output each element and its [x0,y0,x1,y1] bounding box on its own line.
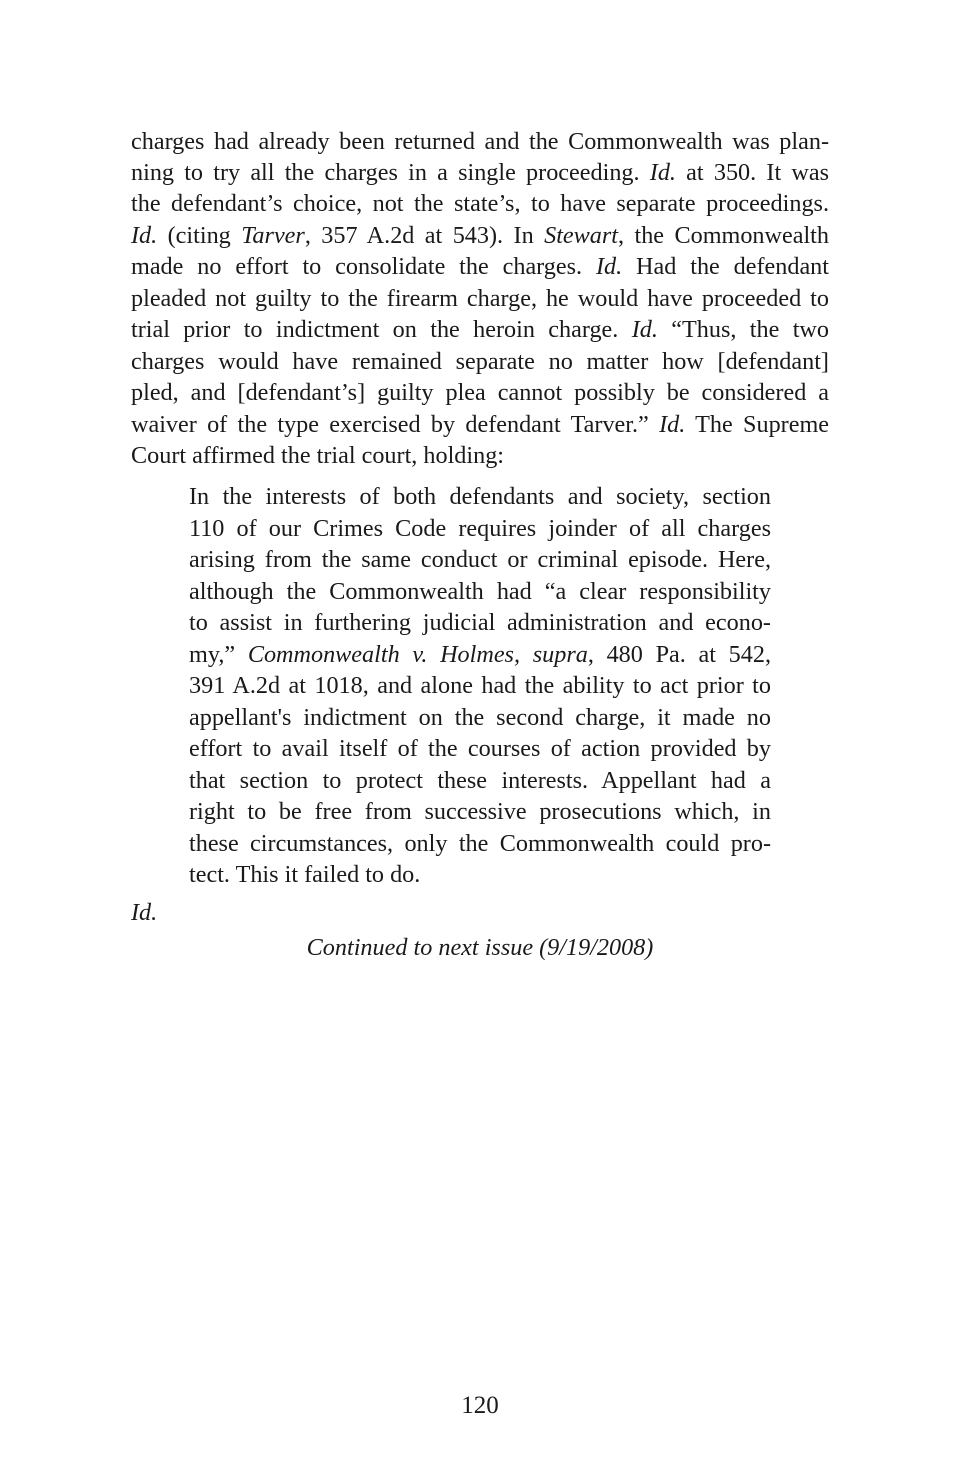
quote-line: that section to protect these interests. Appellant had a [189,767,771,794]
quote-line: my,” Commonwealth v. Holmes, supra, 480 Pa. at 542, [189,641,771,668]
body-line: Id. (citing Tarver, 357 A.2d at 543). In Stewart, the Commonwealth [131,222,829,249]
body-line: ning to try all the charges in a single proceeding. Id. at 350. It was [131,159,829,186]
quote-line: right to be free from successive prosecutions which, in [189,798,771,825]
quote-line: although the Commonwealth had “a clear responsibility [189,578,771,605]
quote-line: tect. This it failed to do. [189,861,421,888]
citation-id: Id. [631,316,658,343]
quote-line: 391 A.2d at 1018, and alone had the ability to act prior to [189,672,771,699]
citation-id: Id. [131,222,158,249]
quote-line: appellant's indictment on the second charge, it made no [189,704,771,731]
case-name-stewart: Stewart [544,222,619,249]
body-line: charges had already been returned and the Commonwealth was plan- [131,128,829,155]
body-line: Court affirmed the trial court, holding: [131,442,505,469]
citation-id: Id. [595,253,623,280]
quote-line: 110 of our Crimes Code requires joinder of all charges [189,515,771,542]
quote-citation: Id. [131,899,158,926]
page-number: 120 [461,1392,499,1419]
quote-line: In the interests of both defendants and society, section [189,483,771,510]
case-name-holmes: Commonwealth v. Holmes, supra [247,641,588,668]
case-name-tarver: Tarver [241,222,305,249]
body-line: trial prior to indictment on the heroin charge. Id. “Thus, the two [131,316,829,343]
citation-id: Id. [649,159,676,186]
body-line: pled, and [defendant’s] guilty plea cannot possibly be considered a [131,379,829,406]
body-line: made no effort to consolidate the charges. Id. Had the defendant [131,253,829,280]
body-line: the defendant’s choice, not the state’s, to have separate proceedings. [131,190,829,217]
body-line: charges would have remained separate no matter how [defendant] [131,348,829,375]
continued-note: Continued to next issue (9/19/2008) [306,934,654,961]
quote-line: to assist in furthering judicial administration and econo- [189,609,771,636]
quote-line: arising from the same conduct or criminal episode. Here, [189,546,771,573]
quote-line: these circumstances, only the Commonwealth could pro- [189,830,771,857]
body-line: pleaded not guilty to the firearm charge, he would have proceeded to [131,285,829,312]
citation-id: Id. [659,411,686,438]
quote-line: effort to avail itself of the courses of action provided by [189,735,771,762]
body-line: waiver of the type exercised by defendant Tarver.” Id. The Supreme [131,411,829,438]
